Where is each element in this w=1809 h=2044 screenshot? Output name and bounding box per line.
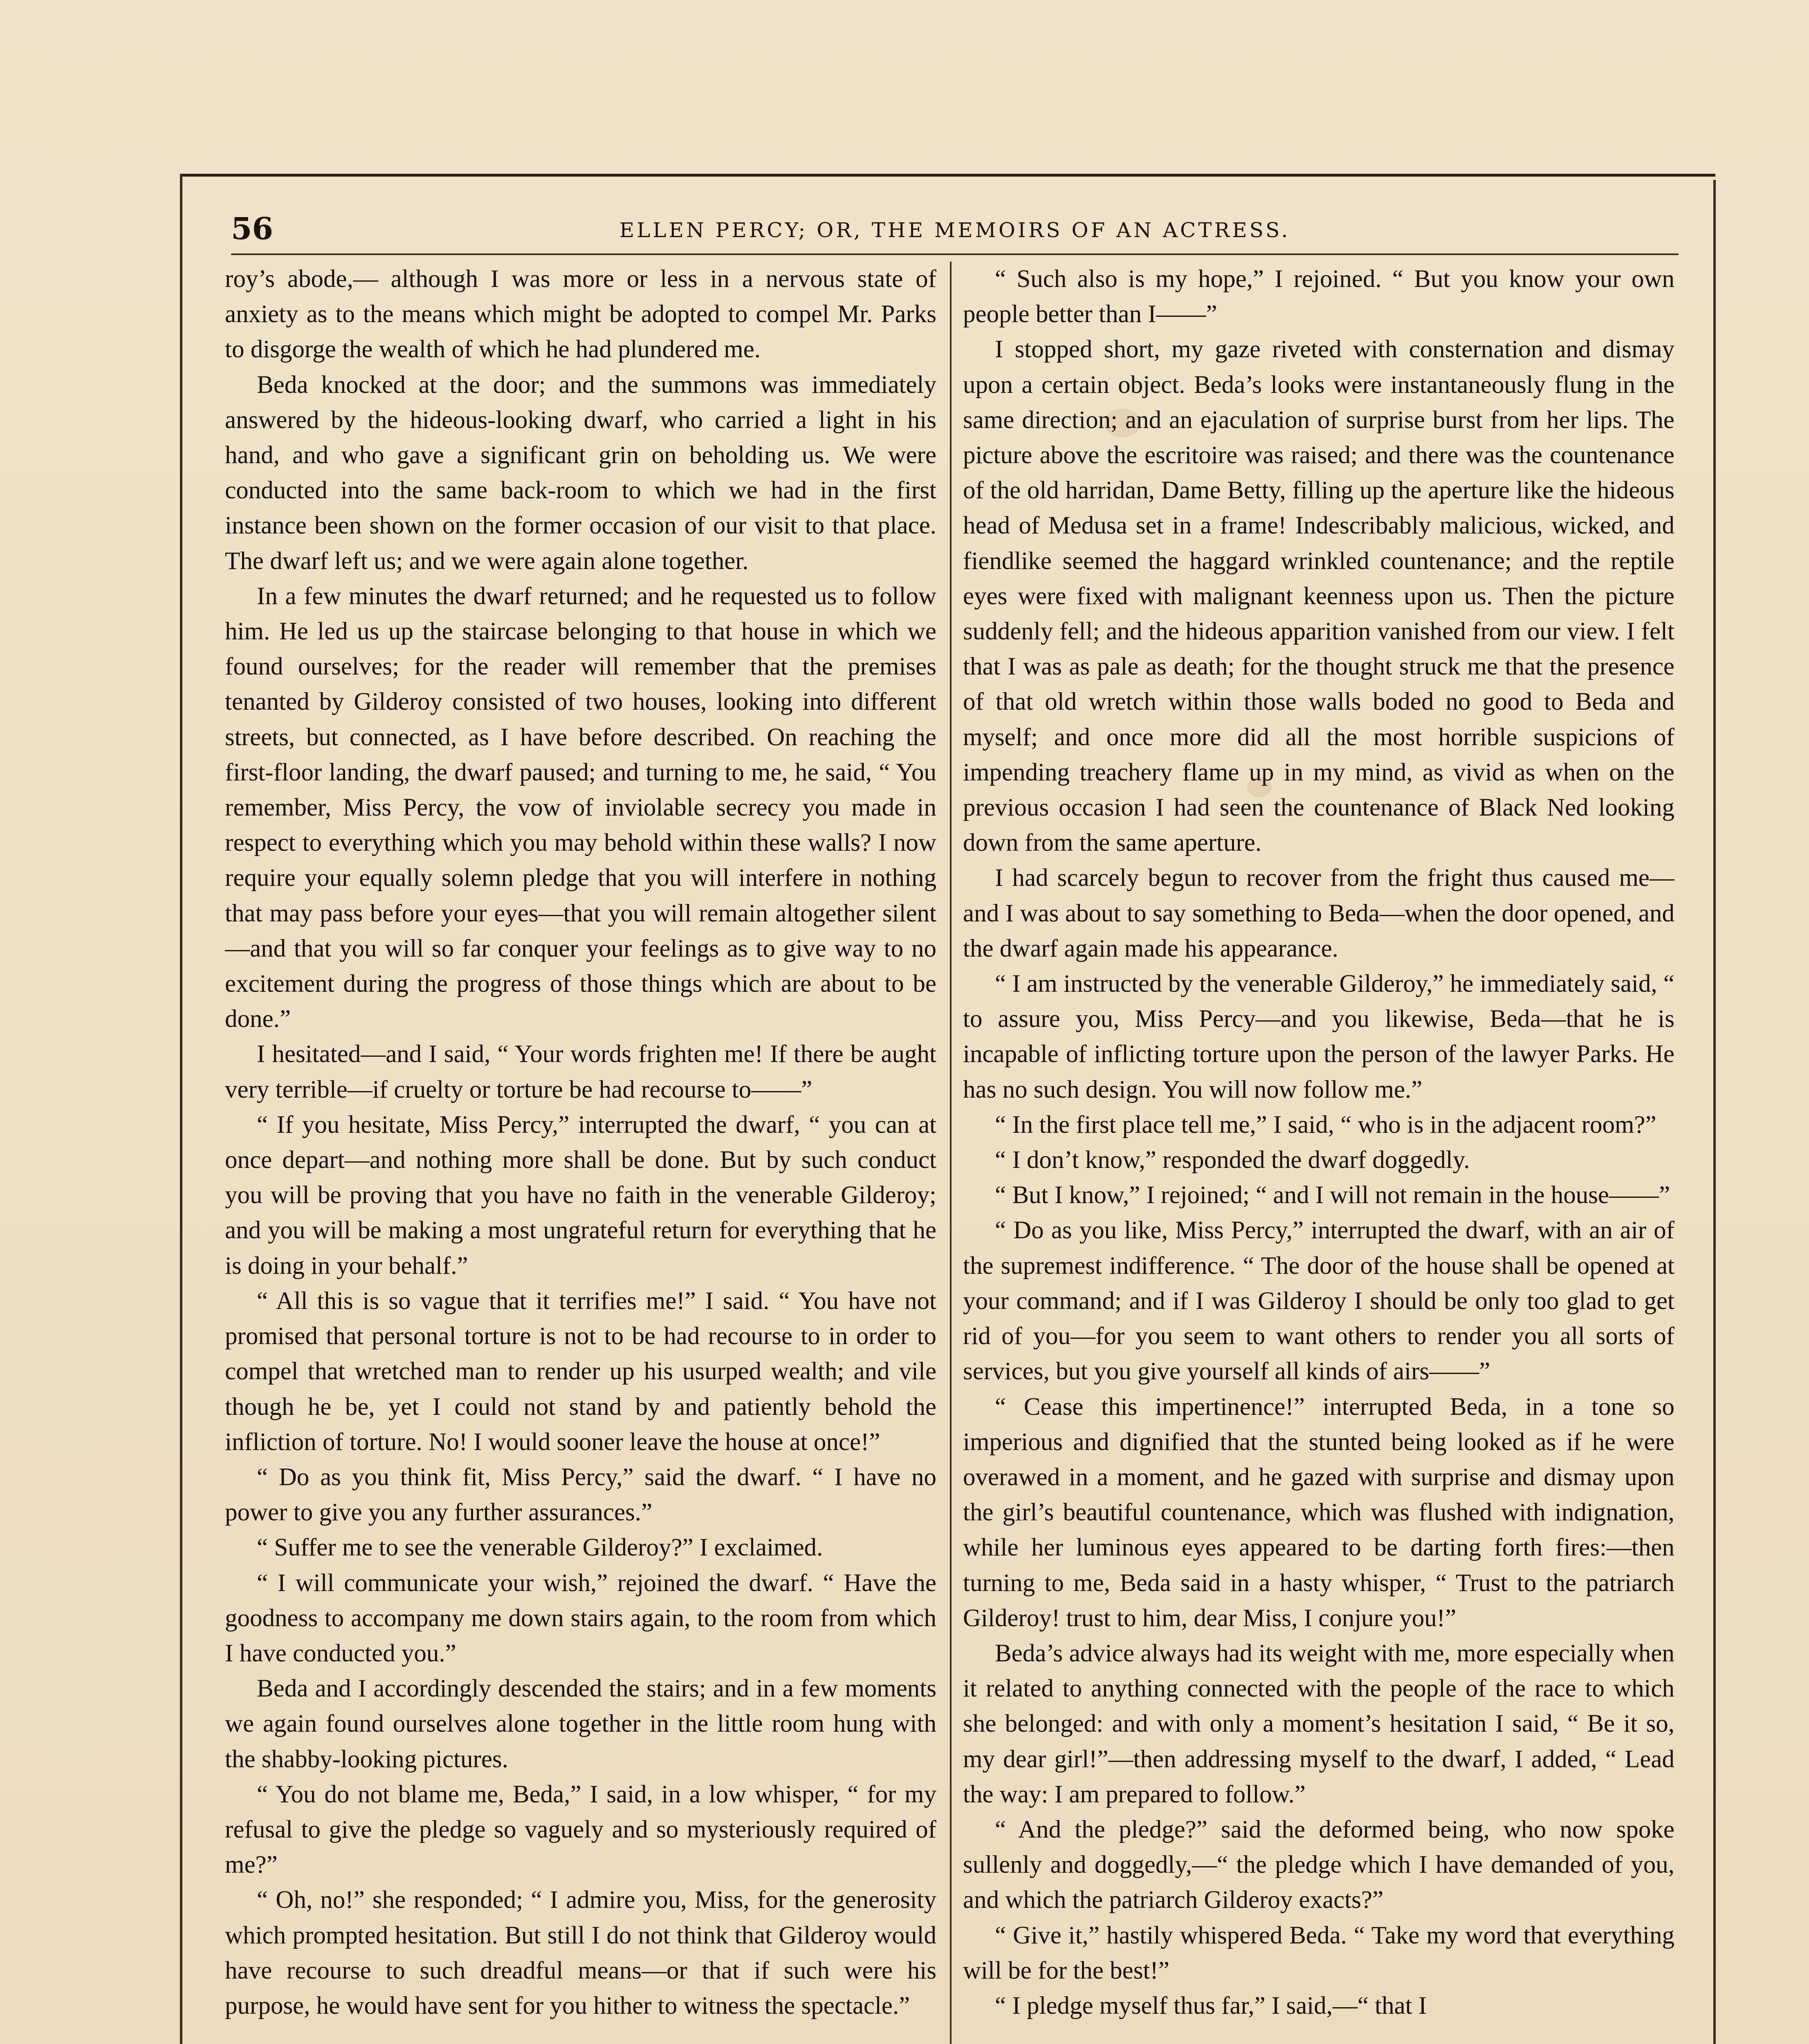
- paragraph: “ Give it,” hastily whispered Beda. “ Take my word that everything will be for the best!”: [963, 1921, 1674, 1984]
- paragraph: “ Do as you like, Miss Percy,” interrupted the dwarf, with an air of the supremest indifference. “ The door of the house shall be opened at your command; and if I was Gilderoy I should be only too glad to get rid of you—for you seem to want others to render you all sorts of services, but you give yourself all kinds of airs——”: [963, 1217, 1674, 1385]
- paragraph: “ I don’t know,” responded the dwarf doggedly.: [995, 1146, 1470, 1174]
- paragraph: I had scarcely begun to recover from the fright thus caused me—and I was about to say something to Beda—when the door opened, and the dwarf again made his appearance.: [963, 864, 1674, 962]
- paragraph: Beda and I accordingly descended the stairs; and in a few moments we again found ourselves alone together in the little room hung with the shabby-looking pictures.: [225, 1675, 936, 1773]
- running-title: ELLEN PERCY; OR, THE MEMOIRS OF AN ACTRESS.: [619, 218, 1291, 242]
- frame-right-rule: [1713, 180, 1716, 2044]
- paragraph: Beda’s advice always had its weight with me, more especially when it related to anything connected with the people of the race to which she belonged: and with only a moment’s hesitation I said, “ Be it so, my dear girl!”—then addressing myself to the dwarf, I added, “ Lead the way: I am prepared to follow.”: [963, 1639, 1674, 1808]
- paragraph: “ If you hesitate, Miss Percy,” interrupted the dwarf, “ you can at once depart—and nothing more shall be done. But by such conduct you will be proving that you have no faith in the venerable Gilderoy; and you will be making a most ungrateful return for everything that he is doing in your behalf.”: [225, 1111, 936, 1280]
- paragraph: “ I will communicate your wish,” rejoined the dwarf. “ Have the goodness to accompany me down stairs again, to the room from which I have conducted you.”: [225, 1569, 936, 1667]
- paragraph: “ You do not blame me, Beda,” I said, in a low whisper, “ for my refusal to give the pledge so vaguely and so mysteriously required of me?”: [225, 1780, 936, 1879]
- paragraph: “ Such also is my hope,” I rejoined. “ But you know your own people better than I——”: [963, 265, 1674, 328]
- paragraph: “ I pledge myself thus far,” I said,—“ that I: [995, 1992, 1427, 2019]
- frame-left-rule: [180, 174, 182, 2044]
- paragraph: I hesitated—and I said, “ Your words frighten me! If there be aught very terrible—if cruelty or torture be had recourse to——”: [225, 1040, 936, 1103]
- paragraph: In a few minutes the dwarf returned; and he requested us to follow him. He led us up the staircase belonging to that house in which we found ourselves; for the reader will remember that the premises tenanted by Gilderoy consisted of two houses, looking into different streets, but connected, as I have before described. On reaching the first-floor landing, the dwarf paused; and turning to me, he said, “ You remember, Miss Percy, the vow of inviolable secrecy you made in respect to everything which you may behold within these walls? I now require your equally solemn pledge that you will interfere in nothing that may pass before your eyes—that you will remain altogether silent—and that you will so far conquer your feelings as to give way to no excitement during the progress of those things which are about to be done.”: [225, 582, 936, 1033]
- left-column: [225, 262, 936, 2044]
- paragraph: I stopped short, my gaze riveted with consternation and dismay upon a certain object. Beda’s looks were instantaneously flung in the same direction; and an ejaculation of surprise burst from her lips. The picture above the escritoire was raised; and there was the countenance of the old harridan, Dame Betty, filling up the aperture like the hideous head of Medusa set in a frame! Indescribably malicious, wicked, and fiendlike seemed the haggard wrinkled countenance; and the reptile eyes were fixed with malignant keenness upon us. Then the picture suddenly fell; and the hideous apparition vanished from our view. I felt that I was as pale as death; for the thought struck me that the presence of that old wretch within those walls boded no good to Beda and myself; and once more did all the most horrible suspicions of impending treachery flame up in my mind, as vivid as when on the previous occasion I had seen the countenance of Black Ned looking down from the same aperture.: [963, 336, 1674, 857]
- paragraph: roy’s abode,— although I was more or less in a nervous state of anxiety as to the means which might be adopted to compel Mr. Parks to disgorge the wealth of which he had plundered me.: [225, 265, 936, 363]
- paragraph: “ Cease this impertinence!” interrupted Beda, in a tone so imperious and dignified that the stunted being looked as if he were overawed in a moment, and he gazed with surprise and dismay upon the girl’s beautiful countenance, which was flushed with indignation, while her luminous eyes appeared to be darting forth fires:—then turning to me, Beda said in a hasty whisper, “ Trust to the patriarch Gilderoy! trust to him, dear Miss, I conjure you!”: [963, 1393, 1674, 1632]
- paragraph: “ And the pledge?” said the deformed being, who now spoke sullenly and doggedly,—“ the pledge which I have demanded of you, and which the patriarch Gilderoy exacts?”: [963, 1815, 1674, 1914]
- paragraph: “ Do as you think fit, Miss Percy,” said the dwarf. “ I have no power to give you any further assurances.”: [225, 1463, 936, 1526]
- paragraph: “ In the first place tell me,” I said, “ who is in the adjacent room?”: [995, 1111, 1656, 1139]
- paragraph: “ Suffer me to see the venerable Gilderoy?” I exclaimed.: [257, 1534, 823, 1562]
- right-column: [963, 262, 1674, 2044]
- column-divider: [950, 262, 952, 2044]
- page-header: [231, 204, 1679, 253]
- paragraph: “ But I know,” I rejoined; “ and I will not remain in the house——”: [995, 1181, 1670, 1209]
- header-rule: [231, 253, 1679, 255]
- frame-top-rule: [182, 174, 1715, 177]
- paragraph: Beda knocked at the door; and the summons was immediately answered by the hideous-looking dwarf, who carried a light in his hand, and who gave a significant grin on beholding us. We were conducted into the same back-room to which we had in the first instance been shown on the former occasion of our visit to that place. The dwarf left us; and we were again alone together.: [225, 371, 936, 575]
- paragraph: “ I am instructed by the venerable Gilderoy,” he immediately said, “ to assure you, Miss Percy—and you likewise, Beda—that he is incapable of inflicting torture upon the person of the lawyer Parks. He has no such design. You will now follow me.”: [963, 970, 1674, 1103]
- page-number: 56: [231, 211, 273, 247]
- paragraph: “ Oh, no!” she responded; “ I admire you, Miss, for the generosity which prompted hesitation. But still I do not think that Gilderoy would have recourse to such dreadful means—or that if such were his purpose, he would have sent for you hither to witness the spectacle.”: [225, 1886, 936, 2019]
- paragraph: “ All this is so vague that it terrifies me!” I said. “ You have not promised that personal torture is not to be had recourse to in order to compel that wretched man to render up his usurped wealth; and vile though he be, yet I could not stand by and patiently behold the infliction of torture. No! I would sooner leave the house at once!”: [225, 1287, 936, 1456]
